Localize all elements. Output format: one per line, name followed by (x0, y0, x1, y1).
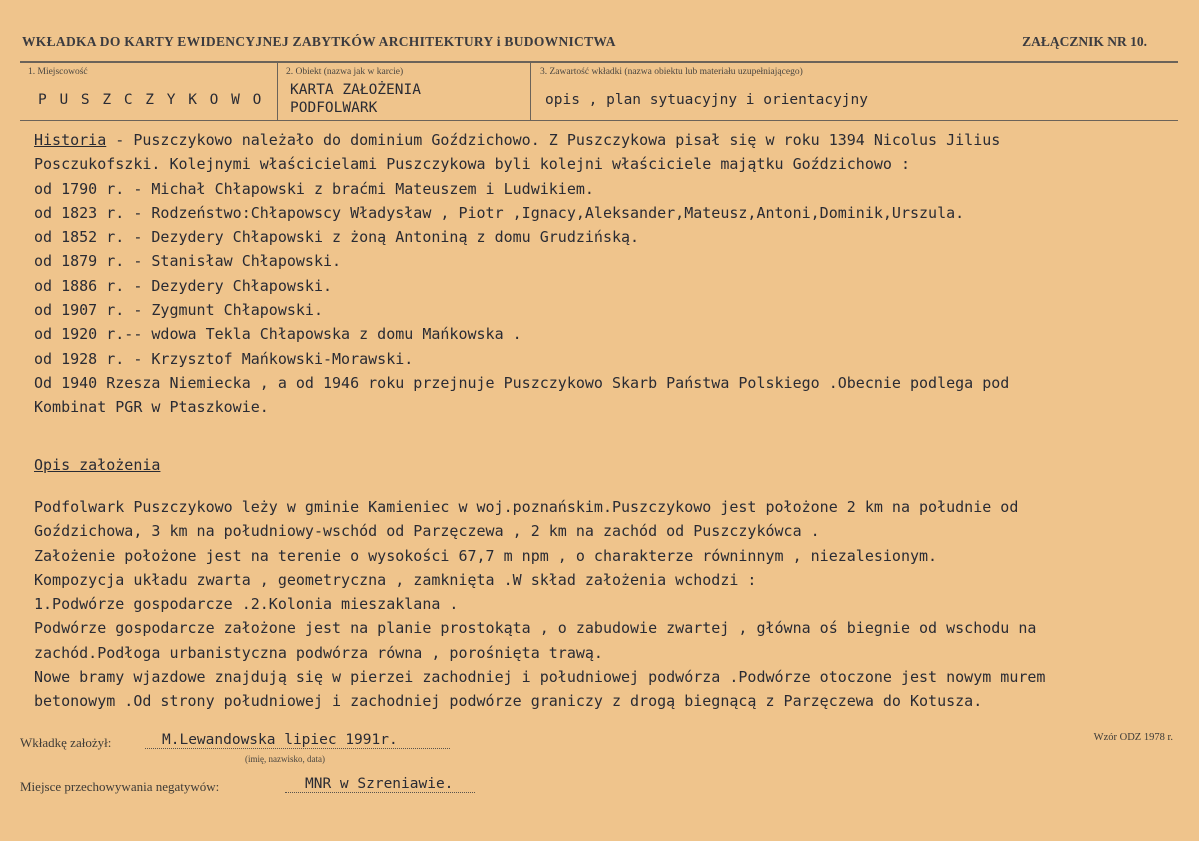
annex-number: ZAŁĄCZNIK NR 10. (1022, 34, 1147, 49)
history-line-7: od 1907 r. - Zygmunt Chłapowski. (34, 301, 323, 320)
field-locality-label: 1. Miejscowość (28, 67, 88, 77)
description-line-1: Goździchowa, 3 km na południowy-wschód od Parzęczewa , 2 km na zachód od Puszczykówca . (34, 522, 820, 541)
description-line-3: Kompozycja układu zwarta , geometryczna , zamknięta .W skład założenia wchodzi : (34, 570, 757, 589)
description-line-2: Założenie położone jest na terenie o wysokości 67,7 m npm , o charakterze równinnym , niezalesionym. (34, 546, 938, 565)
field-locality-value: P U S Z C Z Y K O W O (38, 92, 264, 108)
history-line-10: Od 1940 Rzesza Niemiecka , a od 1946 roku przejnuje Puszczykowo Skarb Państwa Polskiego .Obecnie podlega pod (34, 373, 1010, 392)
form-title: WKŁADKA DO KARTY EWIDENCYJNEJ ZABYTKÓW ARCHITEKTURY i BUDOWNICTWA (22, 34, 616, 49)
description-line-8: betonowym .Od strony południowej i zachodniej podwórze graniczy z drogą biegnącą z Parzęczewa do Kotusza. (34, 692, 983, 711)
field-content-label: 3. Zawartość wkładki (nazwa obiektu lub materiału uzupełniającego) (540, 67, 803, 77)
table-divider-2 (530, 62, 531, 120)
history-line-6: od 1886 r. - Dezydery Chłapowski. (34, 276, 333, 295)
description-line-5: Podwórze gospodarcze założone jest na planie prostokąta , o zabudowie zwartej , główna oś biegnie od wschodu na (34, 619, 1037, 638)
author-dotted-line (145, 748, 450, 749)
description-heading: Opis założenia (34, 456, 161, 474)
description-line-0: Podfolwark Puszczykowo leży w gminie Kamieniec w woj.poznańskim.Puszczykowo jest położone 2 km na południe od (34, 498, 1019, 516)
description-line-4: 1.Podwórze gospodarcze .2.Kolonia mieszaklana . (34, 595, 459, 614)
author-label: Wkładkę założył: (20, 735, 112, 750)
field-content-value: opis , plan sytuacyjny i orientacyjny (545, 92, 869, 108)
history-line-1: Posczukofszki. Kolejnymi właścicielami Puszczykowa byli kolejni właściciele majątku Goździchowo : (34, 155, 910, 174)
form-template-note: Wzór ODZ 1978 r. (1093, 732, 1173, 743)
author-value: M.Lewandowska lipiec 1991r. (162, 732, 398, 748)
table-top-rule (20, 61, 1178, 63)
table-bottom-rule (20, 120, 1178, 121)
negatives-dotted-line (285, 792, 475, 793)
negatives-label: Miejsce przechowywania negatywów: (20, 779, 220, 794)
history-line-3: od 1823 r. - Rodzeństwo:Chłapowscy Władysław , Piotr ,Ignacy,Aleksander,Mateusz,Antoni,Dominik,Urszula. (34, 203, 965, 222)
field-object-label: 2. Obiekt (nazwa jak w karcie) (286, 67, 404, 77)
author-hint: (imię, nazwisko, data) (245, 754, 325, 764)
history-line-9: od 1928 r. - Krzysztof Mańkowski-Morawski. (34, 349, 414, 368)
history-line-0: Historia - Puszczykowo należało do dominium Goździchowo. Z Puszczykowa pisał się w roku 1394 Nicolus Jilius (34, 131, 1001, 149)
history-line-2: od 1790 r. - Michał Chłapowski z braćmi Mateuszem i Ludwikiem. (34, 179, 594, 198)
history-line-5: od 1879 r. - Stanisław Chłapowski. (34, 252, 342, 271)
description-section (34, 495, 1174, 714)
description-line-6: zachód.Podłoga urbanistyczna podwórza równa , porośnięta trawą. (34, 643, 603, 662)
history-heading: Historia (34, 131, 107, 149)
field-object-value-2: PODFOLWARK (290, 100, 378, 116)
history-section (34, 128, 1174, 420)
history-line-8: od 1920 r.-- wdowa Tekla Chłapowska z domu Mańkowska . (34, 325, 522, 344)
history-line-11: Kombinat PGR w Ptaszkowie. (34, 398, 269, 417)
negatives-value: MNR w Szreniawie. (305, 776, 454, 792)
description-line-7: Nowe bramy wjazdowe znajdują się w pierzei zachodniej i południowej podwórza .Podwórze otoczone jest nowym murem (34, 668, 1046, 687)
field-object-value-1: KARTA ZAŁOŻENIA (290, 82, 421, 98)
history-line-4: od 1852 r. - Dezydery Chłapowski z żoną Antoniną z domu Grudzińską. (34, 228, 640, 247)
table-divider-1 (277, 62, 278, 120)
